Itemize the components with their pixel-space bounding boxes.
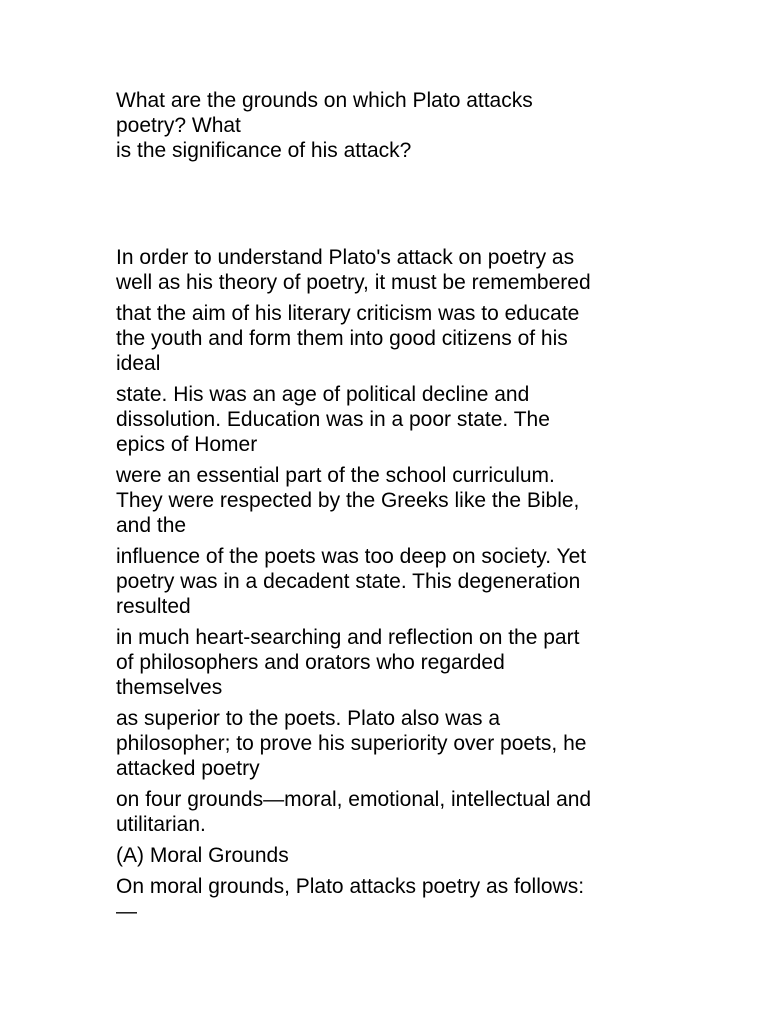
text-line: They were respected by the Greeks like the Bible, [116, 489, 580, 512]
paragraph [116, 874, 656, 924]
paragraph [116, 301, 656, 376]
paragraph [116, 463, 656, 538]
question-line: poetry? What [116, 114, 241, 137]
text-line: utilitarian. [116, 813, 206, 836]
text-line: state. His was an age of political decline and [116, 383, 530, 406]
question-line: is the significance of his attack? [116, 139, 412, 162]
text-line: philosopher; to prove his superiority over poets, he [116, 732, 587, 755]
text-line: in much heart-searching and reflection on the part [116, 626, 580, 649]
text-line: ideal [116, 352, 161, 375]
text-line: — [116, 900, 137, 923]
text-line: resulted [116, 595, 191, 618]
paragraph [116, 382, 656, 457]
text-line: themselves [116, 676, 223, 699]
text-line: poetry was in a decadent state. This degeneration [116, 570, 581, 593]
blank-gap [116, 163, 656, 245]
text-line: of philosophers and orators who regarded [116, 651, 505, 674]
section-heading [116, 843, 656, 868]
paragraph [116, 245, 656, 295]
text-line: on four grounds—moral, emotional, intellectual and [116, 788, 592, 811]
text-line: the youth and form them into good citizens of his [116, 327, 568, 350]
question-heading [116, 88, 656, 163]
paragraph [116, 625, 656, 700]
text-line: that the aim of his literary criticism was to educate [116, 302, 580, 325]
text-line: and the [116, 514, 187, 537]
question-line: What are the grounds on which Plato attacks [116, 89, 533, 112]
text-line: influence of the poets was too deep on society. Yet [116, 545, 587, 568]
paragraph [116, 787, 656, 837]
text-line: well as his theory of poetry, it must be remembered [116, 271, 591, 294]
document-content [116, 88, 656, 924]
text-line: dissolution. Education was in a poor state. The [116, 408, 550, 431]
text-line: attacked poetry [116, 757, 260, 780]
text-line: On moral grounds, Plato attacks poetry as follows: [116, 875, 585, 898]
text-line: In order to understand Plato's attack on poetry as [116, 246, 575, 269]
paragraph [116, 706, 656, 781]
text-line: as superior to the poets. Plato also was a [116, 707, 501, 730]
text-line: were an essential part of the school curriculum. [116, 464, 555, 487]
section-heading-text: (A) Moral Grounds [116, 844, 289, 867]
text-line: epics of Homer [116, 433, 258, 456]
paragraph [116, 544, 656, 619]
